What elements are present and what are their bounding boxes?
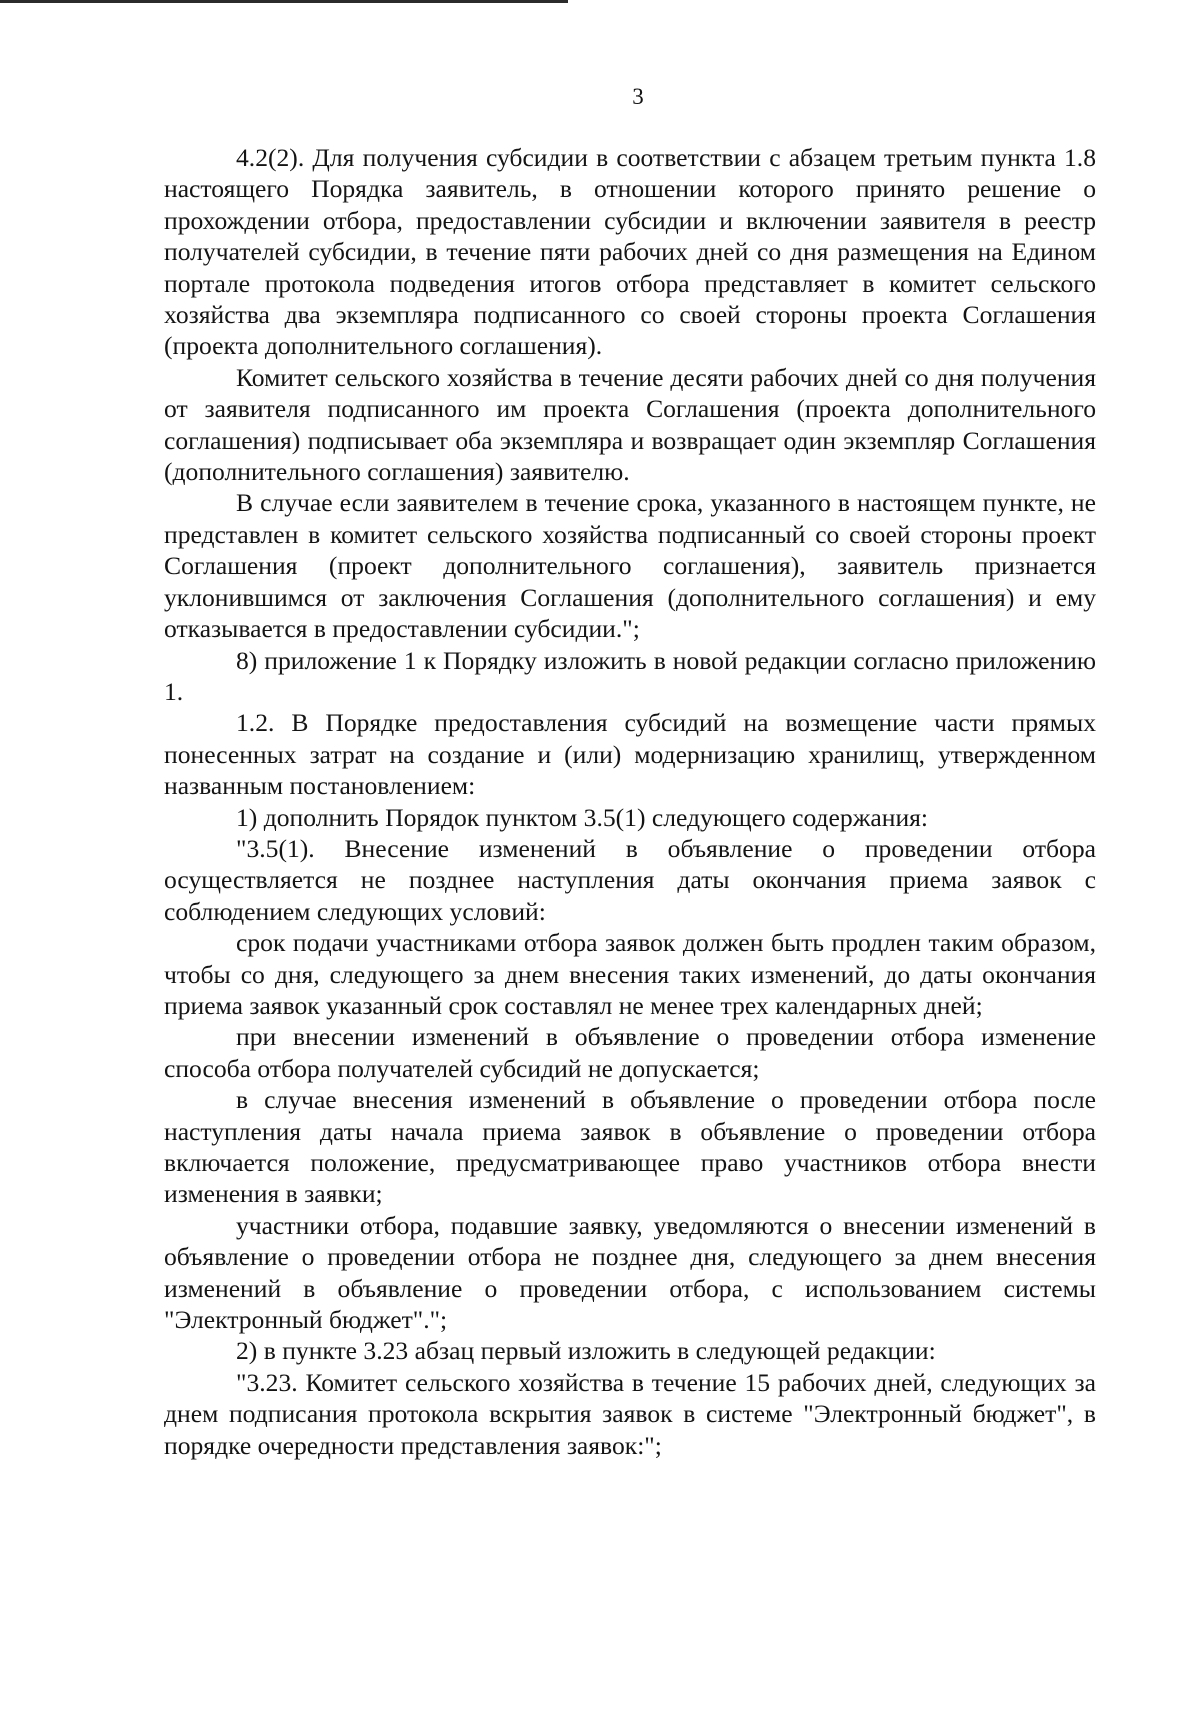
paragraph-selection-method: при внесении изменений в объявление о проведении отбора изменение способа отбора получателей субсидий не допускается;: [164, 1022, 1096, 1083]
page-number: 3: [632, 84, 644, 109]
paragraph-1-2: 1.2. В Порядке предоставления субсидий на возмещение части прямых понесенных затрат на создание и (или) модернизацию хранилищ, утвержденном названным постановлением:: [164, 708, 1096, 801]
paragraph-committee-signing: Комитет сельского хозяйства в течение десяти рабочих дней со дня получения от заявителя подписанного им проекта Соглашения (проекта дополнительного соглашения) подписывает оба экземпляра и возвращает один экземпляр Соглашения (дополнительного соглашения) заявителю.: [164, 362, 1096, 487]
paragraph-3-5-1: "3.5(1). Внесение изменений в объявление о проведении отбора осуществляется не позднее наступления даты окончания приема заявок с соблюдением следующих условий:: [164, 833, 1096, 926]
paragraph-deadline-extension: срок подачи участниками отбора заявок должен быть продлен таким образом, чтобы со дня, следующего за днем внесения таких изменений, до даты окончания приема заявок указанный срок составлял не менее трех календарных дней;: [164, 928, 1096, 1020]
document-body: [164, 142, 1096, 1461]
paragraph-amendment-rights: в случае внесения изменений в объявление о проведении отбора после наступления даты начала приема заявок в объявление о проведении отбора включается положение, предусматривающее право участников отбора внести изменения в заявки;: [164, 1085, 1096, 1209]
paragraph-item-1: 1) дополнить Порядок пунктом 3.5(1) следующего содержания:: [236, 802, 929, 832]
paragraph-participant-notice: участники отбора, подавшие заявку, уведомляются о внесении изменений в объявление о проведении отбора не позднее дня, следующего за днем внесения изменений в объявление о проведении отбора, с использованием системы "Электронный бюджет".";: [164, 1210, 1096, 1335]
paragraph-3-23: "3.23. Комитет сельского хозяйства в течение 15 рабочих дней, следующих за днем подписания протокола вскрытия заявок в системе "Электронный бюджет", в порядке очередности представления заявок:";: [164, 1367, 1096, 1460]
paragraph-item-2: 2) в пункте 3.23 абзац первый изложить в следующей редакции:: [236, 1336, 936, 1366]
paragraph-item-8: 8) приложение 1 к Порядку изложить в новой редакции согласно приложению 1.: [164, 645, 1096, 706]
scan-edge-line: [0, 0, 568, 3]
paragraph-4-2-2: 4.2(2). Для получения субсидии в соответствии с абзацем третьим пункта 1.8 настоящего Порядка заявитель, в отношении которого принято решение о прохождении отбора, предоставлении субсидии и включении заявителя в реестр получателей субсидии, в течение пяти рабочих дней со дня размещения на Едином портале протокола подведения итогов отбора представляет в комитет сельского хозяйства два экземпляра подписанного со своей стороны проекта Соглашения (проекта дополнительного соглашения).: [164, 143, 1096, 361]
paragraph-evasion: В случае если заявителем в течение срока, указанного в настоящем пункте, не представлен в комитет сельского хозяйства подписанный со своей стороны проект Соглашения (проект дополнительного соглашения), заявитель признается уклонившимся от заключения Соглашения (дополнительного соглашения) и ему отказывается в предоставлении субсидии.";: [164, 488, 1096, 644]
